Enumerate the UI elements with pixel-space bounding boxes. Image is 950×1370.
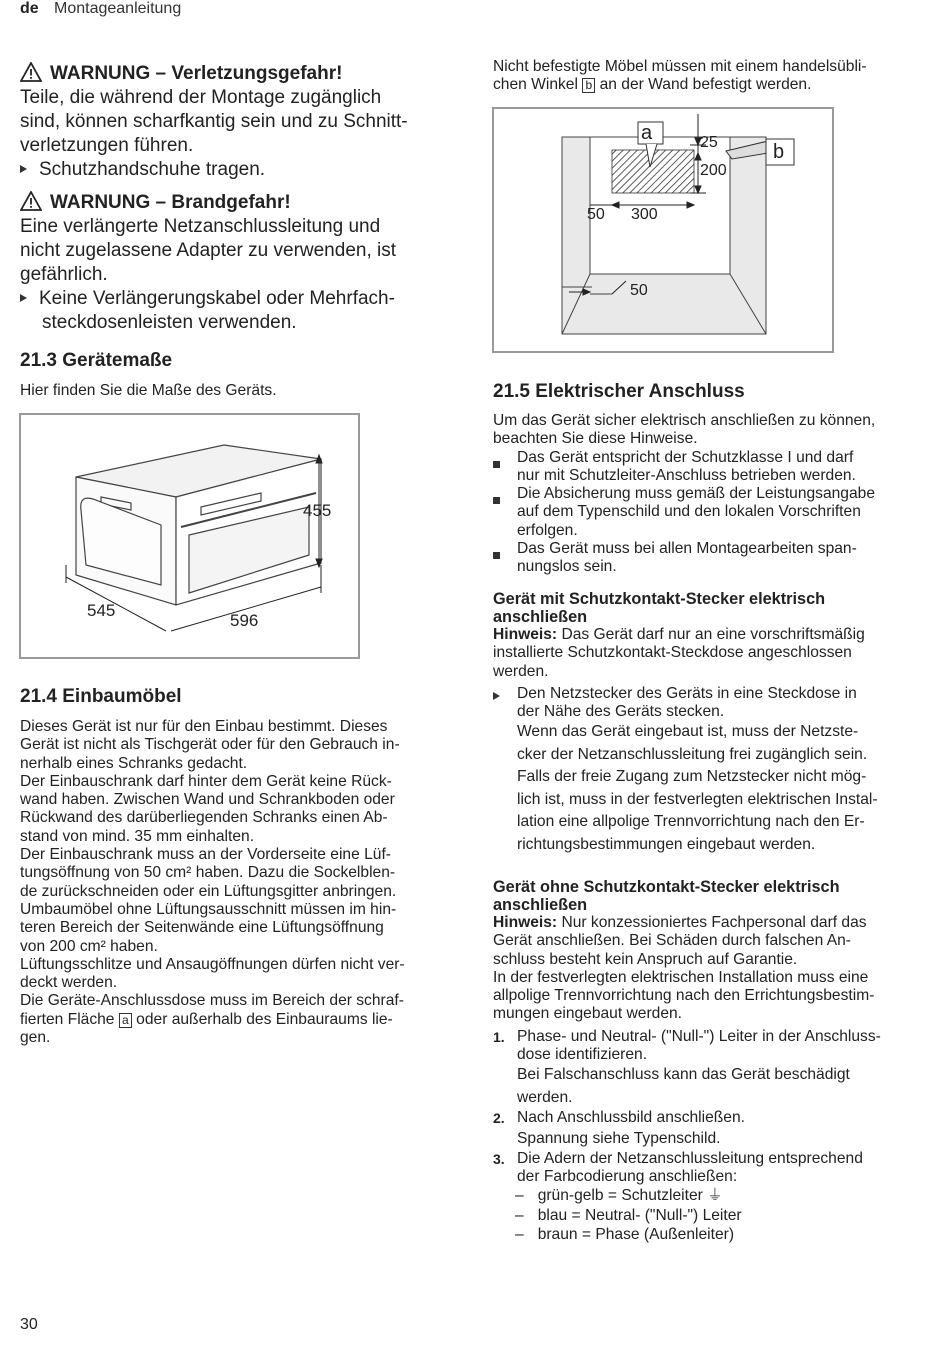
ref-letter-a: a — [119, 1013, 132, 1028]
sub-with-plug: Gerät mit Schutzkontakt-Stecker elektrisch anschließen Hinweis: Das Gerät darf nur an eine vorschriftsmäßig installierte Schutzkontakt-Steckdose angeschlossen werden. Den Netzstecker des Geräts in eine Steckdose in der Nähe des Geräts stecken. Wenn das Gerät eingebaut ist, muss der Netzste- cker der Netzanschlussleitung frei zugänglich sein. Falls der freie Zugang zum Netzstecker nicht mög- lich ist, muss in der festverlegten elektrischen Instal- lation eine allpolige Trennvorrichtung nach den Er- richtungsbestimmungen eingebaut werden. — [493, 590, 878, 853]
section-21-5-text: Um das Gerät sicher elektrisch anschließen zu können, beachten Sie diese Hinweise. Das Gerät entspricht der Schutzklasse I und darf nur mit Schutzleiter-Anschluss betrieben werden. Die Absicherung muss gemäß der Leistungsangabe auf dem Typenschild und den lokalen Vorschriften erfolgen. Das Gerät muss bei allen Montagearbeiten span- nungslos sein. — [493, 412, 876, 576]
section-21-3-heading: 21.3 Gerätemaße — [20, 350, 173, 371]
furniture-fixing-text: Nicht befestigte Möbel müssen mit einem handelsübli- chen Winkel b an der Wand befestigt werden. — [493, 58, 867, 94]
arrow-bullet-icon — [20, 165, 27, 173]
square-bullet-icon — [493, 461, 500, 468]
ref-letter-b: b — [582, 78, 595, 93]
dim-width-label: 596 — [230, 611, 259, 630]
square-bullet-icon — [493, 497, 500, 504]
sub-without-plug: Gerät ohne Schutzkontakt-Stecker elektrisch anschließen Hinweis: Nur konzessioniertes Fachpersonal darf das Gerät anschließen. Bei Schäden durch falschen An- schluss besteht kein Anspruch auf Garantie. In der festverlegten elektrischen Installation muss eine allpolige Trennvorrichtung nach den Errichtungsbestim- mungen eingebaut werden. 1. Phase- und Neutral- ("Null-") Leiter in der Anschluss- dose identifizieren. Bei Falschanschluss kann das Gerät beschädigt werden. 2. Nach Anschlussbild anschließen. Spannung siehe Typenschild. 3. Die Adern der Netzanschlussleitung entsprechend der Farbcodierung anschließen: – grün-gelb = Schutzleiter ⏚ – blau = Neutral- ("Null-") Leiter – braun = Phase (Außenleiter) — [493, 878, 933, 1245]
warning-fire-title: WARNUNG – Brandgefahr! — [20, 191, 460, 214]
warnings-block — [20, 62, 460, 335]
warning-injury-text: Teile, die während der Montage zugänglich sind, können scharfkantig sein und zu Schnitt- verletzungen führen. Schutzhandschuhe tragen. — [20, 87, 408, 180]
ground-symbol-icon: ⏚ — [707, 1187, 723, 1205]
callout-a-label: a — [641, 122, 653, 144]
square-bullet-icon — [493, 552, 500, 559]
arrow-bullet-icon — [493, 692, 500, 700]
language-code: de — [20, 0, 39, 17]
dim-50-side-label: 50 — [587, 206, 605, 223]
section-21-3-intro: Hier finden Sie die Maße des Geräts. — [20, 382, 277, 399]
dim-height-label: 455 — [303, 501, 332, 520]
warning-triangle-icon — [20, 191, 42, 211]
oven-drawing — [21, 415, 358, 657]
dim-depth-label: 545 — [87, 601, 116, 620]
dim-200-label: 200 — [700, 162, 727, 179]
section-21-4-heading: 21.4 Einbaumöbel — [20, 686, 182, 707]
arrow-bullet-icon — [20, 294, 27, 302]
step-3: 3. Die Adern der Netzanschlussleitung entsprechend der Farbcodierung anschließen: — [493, 1149, 863, 1185]
section-21-5-heading: 21.5 Elektrischer Anschluss — [493, 381, 745, 402]
warning-fire-text: Eine verlängerte Netzanschlussleitung und nicht zugelassene Adapter zu verwenden, ist gefährlich. Keine Verlängerungskabel oder Mehrfach- steckdosenleisten verwenden. — [20, 216, 397, 333]
warning-triangle-icon — [20, 62, 42, 82]
section-21-4-text: Dieses Gerät ist nur für den Einbau bestimmt. Dieses Gerät ist nicht als Tischgerät oder für den Gebrauch in- nerhalb eines Schranks gedacht. Der Einbauschrank darf hinter dem Gerät keine Rück- wand haben. Zwischen Wand und Schrankboden oder Rückwand des darüberliegenden Schranks einen Ab- stand von mind. 35 mm einhalten. Der Einbauschrank muss an der Vorderseite eine Lüf- tungsöffnung von 50 cm² haben. Dazu die Sockelblen- de zurückschneiden oder ein Lüftungsgitter anbringen. Umbaumöbel ohne Lüftungsausschnitt müssen im hin- teren Bereich der Seitenwände eine Lüftungsöffnung von 200 cm² haben. Lüftungsschlitze und Ansaugöffnungen dürfen nicht ver- deckt werden. Die Geräte-Anschlussdose muss im Bereich der schraf- fierten Fläche a oder außerhalb des Einbauraums lie- gen. — [20, 718, 405, 1047]
step-1: 1. Phase- und Neutral- ("Null-") Leiter in der Anschluss- dose identifizieren. Bei Falschanschluss kann das Gerät beschädigt werden. — [493, 1027, 881, 1106]
dim-50-bottom-label: 50 — [630, 282, 648, 299]
dim-300-label: 300 — [631, 206, 658, 223]
document-title: Montageanleitung — [54, 0, 182, 17]
warning-injury-title: WARNUNG – Verletzungsgefahr! — [20, 62, 460, 85]
page-number: 30 — [20, 1316, 38, 1333]
step-2: 2. Nach Anschlussbild anschließen. Spannung siehe Typenschild. — [493, 1109, 745, 1147]
cabinet-diagram — [492, 107, 834, 353]
callout-b-label: b — [773, 141, 785, 163]
dim-25-label: 25 — [700, 134, 718, 151]
oven-dimensions-figure — [19, 413, 360, 659]
